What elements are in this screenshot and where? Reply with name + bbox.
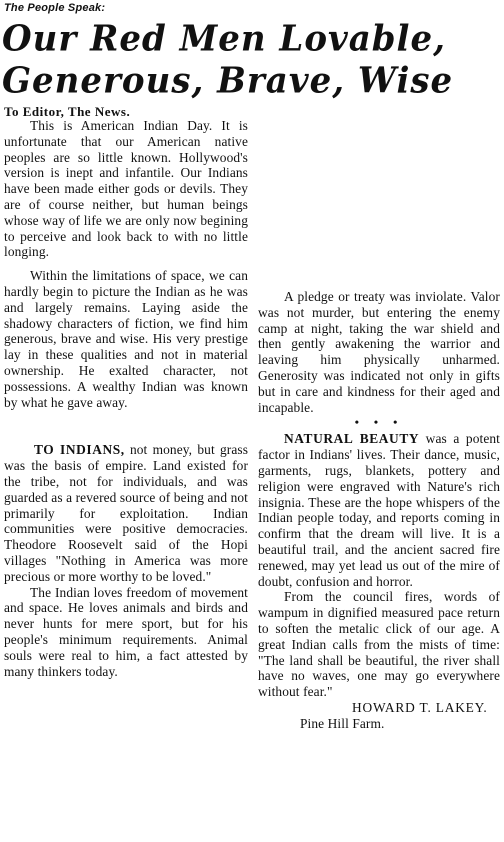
column-kicker: The People Speak:: [4, 2, 106, 14]
right-column: [258, 289, 500, 732]
paragraph-intro: This is American Indian Day. It is unfortunate that our American native peoples are so little known. Hollywood's version is inept and infantile. Our Indians have been made either gods or devils. They are of course neither, but human beings whose way of life we are only now begining to perceive and look back to with no little longing.: [4, 118, 248, 260]
section-text-land: not money, but grass was the basis of empire. Land existed for the tribe, not for individuals, and was guarded as a revered source of being and not primarily for exploitation. Indian communities were positive democracies. Theodore Roosevelt said of the Hopi villages "Nothing in America was more precious or more worthy to be loved.": [4, 442, 249, 584]
section-lead-natural-beauty: NATURAL BEAUTY: [284, 431, 420, 447]
paragraph-freedom: The Indian loves freedom of movement and space. He loves animals and birds and never hunts for mere sport, but for his people's minimum requirements. Animal souls were real to him, a fact attested by many thinkers today.: [4, 584, 248, 679]
paragraph-council-fires: From the council fires, words of wampum in dignified measured pace return to soften the metalic click of our age. A great Indian calls from the mists of time: "The land shall be beautiful, the river shall have no waves, one may go everywhere without fear.": [258, 589, 500, 700]
paragraph-beauty: [258, 431, 500, 589]
letter-salutation: To Editor, The News.: [4, 104, 131, 119]
section-separator: • • •: [354, 415, 404, 430]
headline: [2, 18, 502, 102]
paragraph-character: Within the limitations of space, we can hardly begin to picture the Indian as he was and largely remains. Laying aside the shadowy characters of fiction, we find him generous, brave and wise. His very prestige lay in these qualities and not in material ownership. He exalted character, not possessions. A wealthy Indian was known by what he gave away.: [4, 268, 248, 410]
left-column: [4, 118, 248, 679]
section-text-beauty: was a potent factor in Indians' lives. Their dance, music, garments, rugs, blankets, pottery and religion were engraved with Nature's rich insignia. These are the hope whispers of the Indian people today, and reports coming in confirm that the dream will live. It is a beautiful trail, and the ancient sacred fire renewed, may yet lead us out of the mire of doubt, confusion and horror.: [258, 431, 500, 589]
headline-line-1: Our Red Men Lovable,: [2, 18, 446, 60]
paragraph-pledge: A pledge or treaty was inviolate. Valor was not murder, but entering the enemy camp at night, taking the war shield and then gently awakening the warrior and leaving him physically unharmed. Generosity was indicated not only in gifts but in care and kindness for their aged and incapable.: [258, 289, 500, 415]
paragraph-land: [4, 442, 248, 584]
section-lead-to-indians: TO INDIANS,: [34, 442, 125, 458]
headline-line-2: Generous, Brave, Wise: [2, 60, 454, 102]
signature-place: Pine Hill Farm.: [300, 715, 385, 731]
signature-name: HOWARD T. LAKEY.: [352, 699, 488, 715]
